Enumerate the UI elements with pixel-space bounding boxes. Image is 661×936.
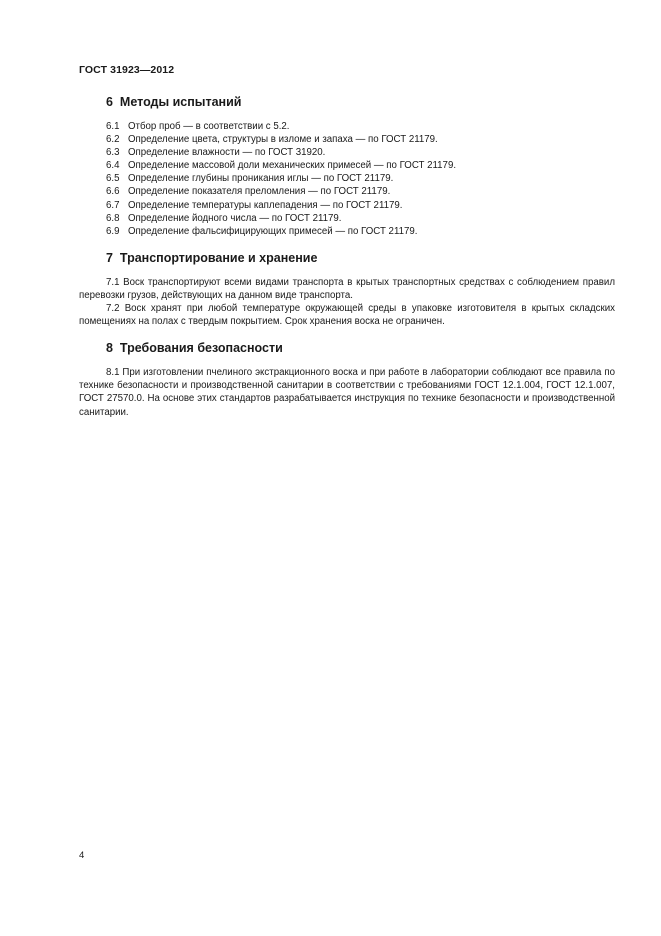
- item-number: 6.2: [106, 134, 120, 146]
- section-7-title: [106, 250, 615, 266]
- section-6-number: 6: [106, 95, 113, 109]
- list-item: [106, 120, 615, 133]
- paragraph-7-1: 7.1 Воск транспортируют всеми видами транспорта в крытых транспортных средствах с соблюдением правил перевозки грузов, действующих на данном виде транспорта.: [79, 276, 615, 301]
- list-item: [106, 185, 615, 198]
- item-text: Отбор проб — в соответствии с 5.2.: [128, 121, 290, 132]
- item-text: Определение фальсифицирующих примесей — по ГОСТ 21179.: [128, 225, 418, 237]
- section-6-title: [106, 94, 615, 110]
- section-8-title: [106, 340, 615, 356]
- section-6: [79, 94, 615, 238]
- paragraph-7-2: 7.2 Воск хранят при любой температуре окружающей среды в упаковке изготовителя в крытых складских помещениях на полах с твердым покрытием. Срок хранения воска не ограничен.: [79, 303, 615, 328]
- document-header: ГОСТ 31923—2012: [79, 64, 175, 76]
- list-item: [106, 172, 615, 185]
- section-8-title-text: Требования безопасности: [119, 341, 283, 356]
- list-item: [106, 225, 615, 238]
- list-item: [106, 146, 615, 159]
- item-number: 6.9: [106, 225, 120, 237]
- item-text: Определение цвета, структуры в изломе и запаха — по ГОСТ 21179.: [128, 134, 438, 146]
- item-number: 6.3: [106, 147, 120, 159]
- item-text: Определение температуры каплепадения — по ГОСТ 21179.: [128, 199, 403, 211]
- section-7: [79, 250, 615, 328]
- item-number: 6.5: [106, 173, 120, 185]
- item-text: Определение глубины проникания иглы — по ГОСТ 21179.: [128, 173, 394, 185]
- item-text: Определение массовой доли механических примесей — по ГОСТ 21179.: [128, 160, 457, 172]
- list-item: [106, 212, 615, 225]
- section-7-number: 7: [106, 250, 113, 265]
- section-8: [79, 340, 615, 418]
- section-8-number: 8: [106, 341, 113, 356]
- item-text: Определение йодного числа — по ГОСТ 21179.: [128, 212, 342, 224]
- paragraph-8-1: 8.1 При изготовлении пчелиного экстракционного воска и при работе в лаборатории соблюдают все правила по технике безопасности и производственной санитарии в соответствии с требованиями ГОСТ 12.1.004, ГОСТ 12.1.007, ГОСТ 27570.0. На основе этих стандартов разрабатывается инструкция по технике безопасности и производственной санитарии.: [79, 367, 615, 418]
- item-number: 6.7: [106, 199, 120, 211]
- item-number: 6.8: [106, 212, 120, 224]
- item-text: Определение влажности — по ГОСТ 31920.: [128, 147, 326, 159]
- page-number: 4: [79, 850, 85, 861]
- section-6-title-text: Методы испытаний: [119, 95, 242, 109]
- document-body: [79, 94, 615, 433]
- list-item: [106, 133, 615, 146]
- section-7-title-text: Транспортирование и хранение: [119, 250, 318, 265]
- item-number: 6.1: [106, 121, 120, 132]
- item-text: Определение показателя преломления — по ГОСТ 21179.: [128, 186, 391, 198]
- item-number: 6.4: [106, 160, 120, 172]
- list-item: [106, 199, 615, 212]
- item-number: 6.6: [106, 186, 120, 198]
- list-item: [106, 159, 615, 172]
